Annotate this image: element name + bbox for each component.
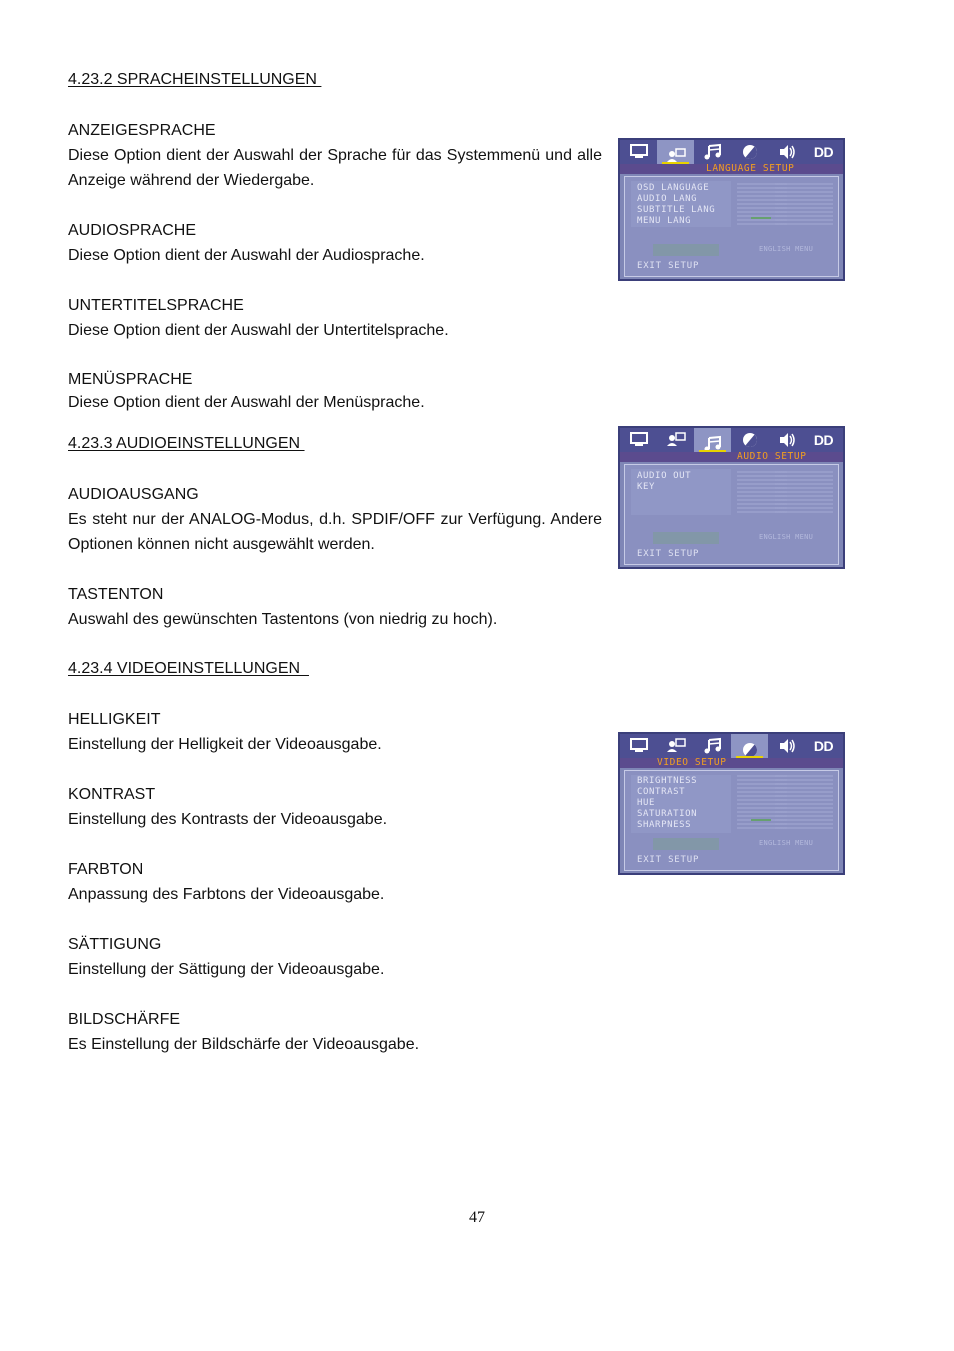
osd-tab-dolby	[805, 734, 842, 758]
osd-menu-panel	[624, 464, 839, 565]
entry-subtitle-language	[68, 293, 602, 343]
osd-menu-item: AUDIO OUT	[637, 471, 692, 481]
osd-menu-item: AUDIO LANG	[637, 194, 698, 204]
entry-description: Auswahl des gewünschten Tastentons (von niedrig zu hoch).	[68, 611, 498, 628]
monitor-icon	[628, 737, 650, 755]
section-heading-video: 4.23.4 VIDEOEINSTELLUNGEN	[68, 660, 309, 677]
entry-term: KONTRAST	[68, 786, 156, 803]
music-note-icon	[702, 737, 724, 755]
entry-description: Diese Option dient der Auswahl der Sprache für das Systemmenü und alle Anzeige während der Wiedergabe.	[68, 147, 602, 189]
osd-menu-item: SUBTITLE LANG	[637, 205, 716, 215]
osd-tab-speaker	[768, 428, 805, 452]
osd-highlight-mark	[751, 819, 771, 821]
osd-faint-box	[653, 532, 719, 544]
user-screen-icon	[665, 431, 687, 449]
entry-key-tone	[68, 582, 602, 632]
entry-description: Es steht nur der ANALOG-Modus, d.h. SPDIF/OFF zur Verfügung. Andere Optionen können nicht ausgewählt werden.	[68, 511, 602, 553]
entry-description: Anpassung des Farbtons der Videoausgabe.	[68, 886, 385, 903]
osd-menu-panel	[624, 770, 839, 871]
entry-term: AUDIOSPRACHE	[68, 222, 197, 239]
monitor-icon	[628, 431, 650, 449]
osd-exit-setup: EXIT SETUP	[637, 261, 700, 271]
osd-setup-title: AUDIO SETUP	[737, 451, 807, 462]
osd-tab-video	[731, 140, 768, 164]
entry-description: Diese Option dient der Auswahl der Untertitelsprache.	[68, 322, 449, 339]
osd-screenshot-language-setup	[618, 138, 845, 281]
entry-saturation	[68, 932, 602, 982]
osd-tab-audio	[694, 140, 731, 164]
osd-setup-title: VIDEO SETUP	[657, 757, 727, 768]
section-heading-audio: 4.23.3 AUDIOEINSTELLUNGEN	[68, 435, 305, 452]
osd-menu-item: CONTRAST	[637, 787, 686, 797]
entry-description: Diese Option dient der Auswahl der Menüsprache.	[68, 394, 425, 411]
entry-description: Es Einstellung der Bildschärfe der Videoausgabe.	[68, 1036, 420, 1053]
speaker-icon	[776, 431, 798, 449]
osd-tab-bar	[620, 428, 843, 452]
osd-title-bar	[620, 452, 843, 462]
osd-exit-setup: EXIT SETUP	[637, 855, 700, 865]
osd-menu-item: SATURATION	[637, 809, 698, 819]
entry-audio-language	[68, 218, 602, 268]
page-number: 47	[469, 1209, 485, 1226]
music-note-icon	[702, 435, 724, 453]
dolby-dd-icon: DD	[813, 738, 834, 754]
osd-menu-item: KEY	[637, 482, 656, 492]
entry-menu-language	[68, 368, 602, 414]
speaker-icon	[776, 143, 798, 161]
entry-description: Einstellung der Helligkeit der Videoausgabe.	[68, 736, 382, 753]
osd-menu-item: BRIGHTNESS	[637, 776, 698, 786]
osd-ghost-column	[775, 775, 833, 829]
entry-term: FARBTON	[68, 861, 144, 878]
osd-menu-item: SHARPNESS	[637, 820, 692, 830]
osd-tab-general	[620, 140, 657, 164]
osd-screenshot-video-setup	[618, 732, 845, 875]
osd-tab-speaker	[768, 140, 805, 164]
osd-faint-box	[653, 244, 719, 256]
entry-term: TASTENTON	[68, 586, 164, 603]
osd-tab-audio	[694, 734, 731, 758]
osd-tab-general	[620, 428, 657, 452]
section-heading-language: 4.23.2 SPRACHEINSTELLUNGEN	[68, 71, 322, 88]
entry-brightness	[68, 707, 602, 757]
entry-hue	[68, 857, 602, 907]
monitor-icon	[628, 143, 650, 161]
entry-audio-output	[68, 482, 602, 557]
color-disc-icon	[739, 741, 761, 759]
user-screen-icon	[665, 737, 687, 755]
dolby-dd-icon: DD	[813, 432, 834, 448]
osd-menu-item: OSD LANGUAGE	[637, 183, 710, 193]
dolby-dd-icon: DD	[813, 144, 834, 160]
entry-term: MENÜSPRACHE	[68, 371, 193, 388]
osd-screenshot-audio-setup	[618, 426, 845, 569]
entry-osd-language	[68, 118, 602, 193]
osd-faint-box	[653, 838, 719, 850]
color-disc-icon	[739, 431, 761, 449]
color-disc-icon	[739, 143, 761, 161]
entry-term: BILDSCHÄRFE	[68, 1011, 181, 1028]
entry-term: ANZEIGESPRACHE	[68, 122, 216, 139]
osd-menu-item: HUE	[637, 798, 656, 808]
osd-tab-dolby	[805, 428, 842, 452]
osd-tab-speaker	[768, 734, 805, 758]
entry-term: UNTERTITELSPRACHE	[68, 297, 244, 314]
entry-description: Diese Option dient der Auswahl der Audiosprache.	[68, 247, 425, 264]
entry-description: Einstellung der Sättigung der Videoausgabe.	[68, 961, 385, 978]
osd-tab-video	[731, 428, 768, 452]
osd-tab-dolby	[805, 140, 842, 164]
osd-tab-language	[657, 734, 694, 758]
user-screen-icon	[665, 147, 687, 165]
osd-faint-label: ENGLISH MENU	[759, 533, 814, 541]
osd-tab-bar	[620, 734, 843, 758]
osd-title-bar	[620, 758, 843, 768]
speaker-icon	[776, 737, 798, 755]
osd-ghost-column	[775, 181, 833, 225]
entry-term: HELLIGKEIT	[68, 711, 161, 728]
osd-setup-title: LANGUAGE SETUP	[706, 163, 795, 174]
osd-menu-panel	[624, 176, 839, 277]
osd-highlight-mark	[751, 217, 771, 219]
osd-ghost-column	[775, 469, 833, 513]
music-note-icon	[702, 143, 724, 161]
osd-faint-label: ENGLISH MENU	[759, 839, 814, 847]
entry-term: SÄTTIGUNG	[68, 936, 162, 953]
osd-tab-language	[657, 428, 694, 452]
osd-tab-bar	[620, 140, 843, 164]
osd-faint-label: ENGLISH MENU	[759, 245, 814, 253]
entry-description: Einstellung des Kontrasts der Videoausgabe.	[68, 811, 388, 828]
entry-term: AUDIOAUSGANG	[68, 486, 199, 503]
osd-menu-item: MENU LANG	[637, 216, 692, 226]
osd-exit-setup: EXIT SETUP	[637, 549, 700, 559]
entry-sharpness	[68, 1007, 602, 1057]
entry-contrast	[68, 782, 602, 832]
osd-tab-general	[620, 734, 657, 758]
